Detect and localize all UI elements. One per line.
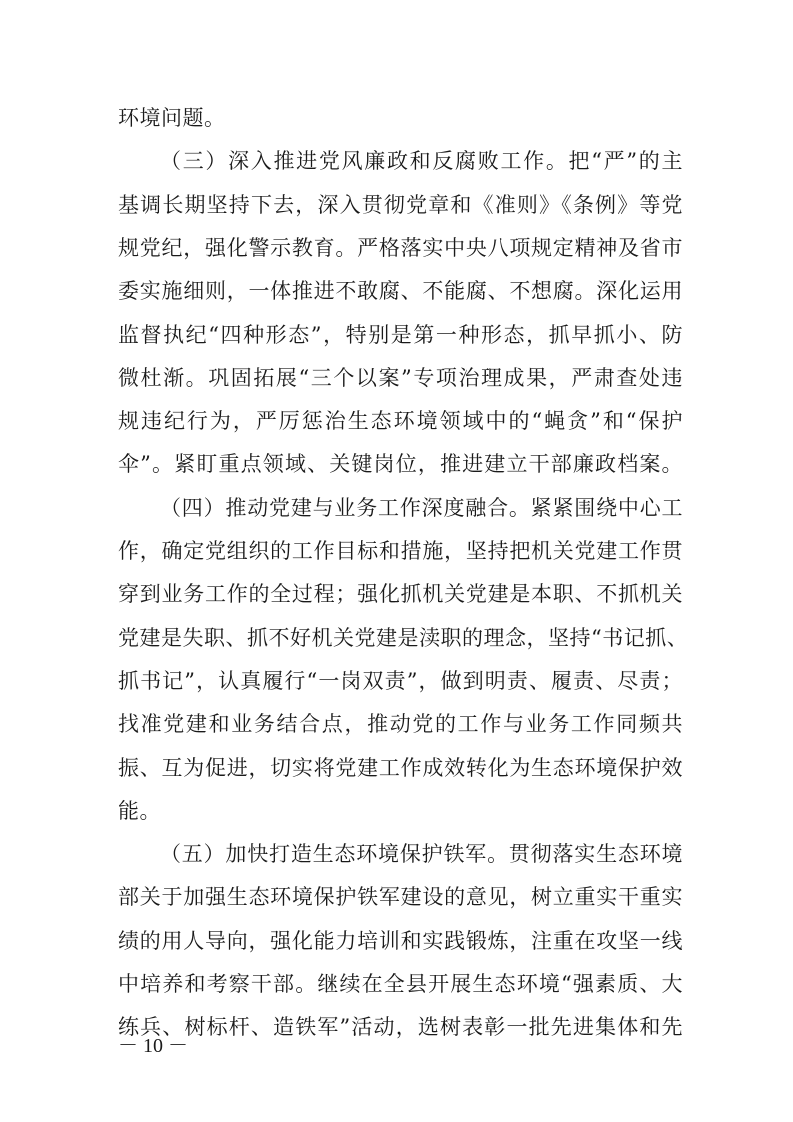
text-line: 委实施细则，一体推进不敢腐、不能腐、不想腐。深化运用 [118,279,683,303]
text-line: 党建是失职、抓不好机关党建是渎职的理念，坚持“书记抓、 [118,626,689,650]
text-line: 绩的用人导向，强化能力培训和实践锻炼，注重在攻坚一线 [118,929,683,953]
text-line: 环境问题。 [118,106,226,130]
text-line: 基调长期坚持下去，深入贯彻党章和《准则》《条例》等党 [118,193,683,217]
text-line: 监督执纪“四种形态”，特别是第一种形态，抓早抓小、防 [118,323,683,347]
text-line: 练兵、树标杆、造铁军”活动，选树表彰一批先进集体和先 [118,1015,683,1039]
section-heading-line: （五）加快打造生态环境保护铁军。贯彻落实生态环境 [160,842,683,866]
text-line: 穿到业务工作的全过程；强化抓机关党建是本职、不抓机关 [118,582,683,606]
text-line: 微杜渐。巩固拓展“三个以案”专项治理成果，严肃查处违 [118,366,683,390]
text-line: 规党纪，强化警示教育。严格落实中央八项规定精神及省市 [118,236,683,260]
text-line: 部关于加强生态环境保护铁军建设的意见，树立重实干重实 [118,885,683,909]
text-line: 振、互为促进，切实将党建工作成效转化为生态环境保护效 [118,756,683,780]
page-number: － 10 － [118,1035,188,1057]
section-heading-line: （四）推动党建与业务工作深度融合。紧紧围绕中心工 [160,496,683,520]
text-line: 作，确定党组织的工作目标和措施，坚持把机关党建工作贯 [118,539,683,563]
text-line: 中培养和考察干部。继续在全县开展生态环境“强素质、大 [118,972,683,996]
text-line: 找准党建和业务结合点，推动党的工作与业务工作同频共 [118,712,683,736]
text-line: 能。 [118,799,161,823]
text-line: 抓书记”，认真履行“一岗双责”，做到明责、履责、尽责； [118,669,683,693]
text-line: 规违纪行为，严厉惩治生态环境领域中的“蝇贪”和“保护 [118,409,683,433]
text-line: 伞”。紧盯重点领域、关键岗位，推进建立干部廉政档案。 [118,452,683,476]
section-heading-line: （三）深入推进党风廉政和反腐败工作。把“严”的主 [160,149,683,173]
